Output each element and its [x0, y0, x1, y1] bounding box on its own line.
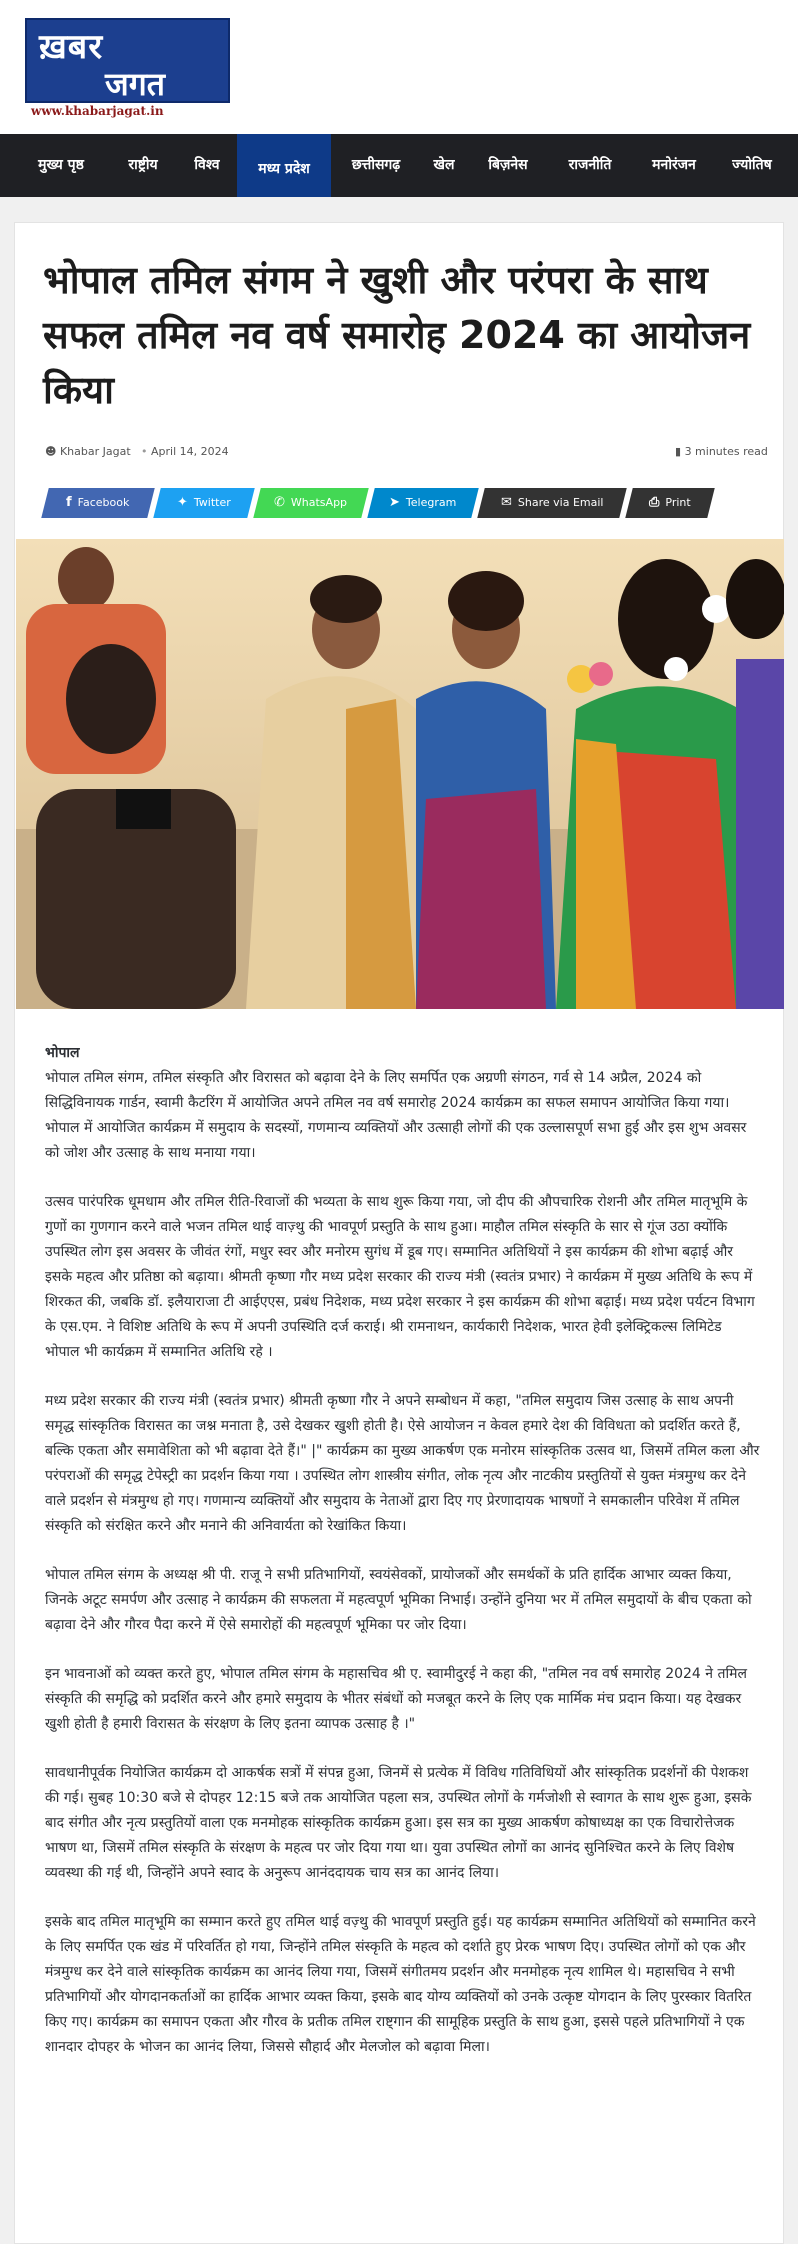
article — [14, 222, 784, 2244]
user-icon: ☻ — [45, 445, 57, 458]
logo-line2: जगत — [105, 65, 166, 103]
nav-item-entertainment[interactable]: मनोरंजन — [652, 157, 696, 173]
site-header — [0, 0, 798, 134]
share-print-label: Print — [665, 496, 691, 509]
date-meta — [141, 445, 229, 458]
share-email-label: Share via Email — [517, 496, 604, 509]
read-time-meta — [675, 445, 768, 458]
share-facebook-button[interactable] — [41, 488, 154, 518]
share-twitter-button[interactable] — [153, 488, 254, 518]
bookmark-icon: ▮ — [675, 445, 682, 458]
article-body — [45, 1041, 760, 2084]
nav-item-home[interactable]: मुख्य पृष्ठ — [38, 157, 84, 173]
publish-date: April 14, 2024 — [151, 445, 229, 458]
facebook-icon: f — [66, 495, 72, 510]
author-meta — [45, 445, 131, 458]
article-paragraph: भोपाल तमिल संगम, तमिल संस्कृति और विरासत को बढ़ावा देने के लिए समर्पित एक अग्रणी संगठन, गर्व से 14 अप्रैल, 2024 को सिद्धिविनायक गार्डन, स्वामी कैटरिंग में आयोजित अपने तमिल नव वर्ष समारोह 2024 कार्यक्रम का सफल समापन आयोजित किया गया। भोपाल में आयोजित कार्यक्रम में समुदाय के सदस्यों, गणमान्य व्यक्तियों और उत्साही लोगों की एक उल्लासपूर्ण सभा हुई और इस शुभ अवसर को जोश और उत्साह के साथ मनाया गया। — [45, 1070, 747, 1161]
share-telegram-label: Telegram — [406, 496, 457, 509]
print-icon: ⎙ — [649, 495, 660, 510]
dateline: भोपाल — [45, 1045, 80, 1061]
article-paragraph: मध्य प्रदेश सरकार की राज्य मंत्री (स्वतंत्र प्रभार) श्रीमती कृष्णा गौर ने अपने सम्बोधन में कहा, "तमिल समुदाय जिस उत्साह के साथ अपनी समृद्ध सांस्कृतिक विरासत का जश्न मनाता है, उसे देखकर खुशी होती है। ऐसे आयोजन न केवल हमारे देश की विविधता को प्रदर्शित करते हैं, बल्कि एकता और समावेशिता को भी बढ़ावा देते हैं।" |" कार्यक्रम का मुख्य आकर्षण एक मनोरम सांस्कृतिक उत्सव था, जिसमें तमिल कला और परंपराओं की समृद्ध टेपेस्ट्री का प्रदर्शन किया गया । उपस्थित लोग शास्त्रीय संगीत, लोक नृत्य और नाटकीय प्रस्तुतियों से युक्त मंत्रमुग्ध कर देने वाले प्रदर्शन से मंत्रमुग्ध हो गए। गणमान्य व्यक्तियों और समुदाय के नेताओं द्वारा दिए गए प्रेरणादायक भाषणों ने समकालीन परिवेश में तमिल संस्कृति को संरक्षित करने और मनाने की अनिवार्यता को रेखांकित किया। — [45, 1393, 760, 1534]
nav-item-sports[interactable]: खेल — [433, 157, 455, 173]
nav-item-madhya-pradesh[interactable]: मध्य प्रदेश — [237, 134, 331, 197]
twitter-icon: ✦ — [177, 495, 189, 510]
share-twitter-label: Twitter — [194, 496, 231, 509]
nav-item-business[interactable]: बिज़नेस — [488, 157, 528, 173]
share-whatsapp-button[interactable] — [253, 488, 368, 518]
whatsapp-icon: ✆ — [274, 495, 286, 510]
share-whatsapp-label: WhatsApp — [291, 496, 348, 509]
nav-item-world[interactable]: विश्व — [194, 157, 220, 173]
main-nav — [0, 134, 798, 197]
article-title: भोपाल तमिल संगम ने खुशी और परंपरा के साथ सफल तमिल नव वर्ष समारोह 2024 का आयोजन किया — [43, 258, 751, 412]
nav-item-chhattisgarh[interactable]: छत्तीसगढ़ — [351, 157, 401, 173]
share-telegram-button[interactable] — [367, 488, 478, 518]
author-name[interactable]: Khabar Jagat — [59, 445, 131, 458]
logo-url: www.khabarjagat.in — [31, 104, 164, 118]
site-logo[interactable] — [25, 18, 230, 118]
article-paragraph: इसके बाद तमिल मातृभूमि का सम्मान करते हुए तमिल थाई वज़्थु की भावपूर्ण प्रस्तुति हुई। यह कार्यक्रम सम्मानित अतिथियों को सम्मानित करने के लिए समर्पित एक खंड में परिवर्तित हो गया, जिन्होंने तमिल संस्कृति के महत्व को दर्शाते हुए प्रेरक भाषण दिए। उपस्थित लोगों को एक और मंत्रमुग्ध कर देने वाले सांस्कृतिक कार्यक्रम का आनंद लिया गया, जिसमें संगीतमय प्रदर्शन और मनमोहक नृत्य शामिल थे। महासचिव ने सभी प्रतिभागियों और योगदानकर्ताओं का हार्दिक आभार व्यक्त किया, इसके बाद योग्य व्यक्तियों को उनके उत्कृष्ट योगदान के लिए पुरस्कार वितरित किए गए। कार्यक्रम का समापन एकता और गौरव के प्रतीक तमिल राष्ट्गान की सामूहिक प्रस्तुति के साथ हुआ, इससे पहले प्रतिभागियों ने एक शानदार दोपहर के भोजन का आनंद लिया, जिससे सौहार्द और मेलजोल को बढ़ावा मिला। — [45, 1914, 756, 2055]
telegram-icon: ➤ — [389, 495, 401, 510]
email-icon: ✉ — [500, 495, 512, 510]
article-paragraph: भोपाल तमिल संगम के अध्यक्ष श्री पी. राजू ने सभी प्रतिभागियों, स्वयंसेवकों, प्रायोजकों और समर्थकों के प्रति हार्दिक आभार व्यक्त किया, जिनके अटूट समर्पण और उत्साह ने कार्यक्रम की सफलता में महत्वपूर्ण भूमिका निभाई। उन्होंने दुनिया भर में तमिल समुदायों के बीच एकता को बढ़ावा देने और गौरव पैदा करने में ऐसे समारोहों की महत्वपूर्ण भूमिका पर जोर दिया। — [45, 1567, 752, 1633]
nav-item-national[interactable]: राष्ट्रीय — [128, 157, 158, 173]
read-time: 3 minutes read — [684, 445, 768, 458]
article-paragraph: इन भावनाओं को व्यक्त करते हुए, भोपाल तमिल संगम के महासचिव श्री ए. स्वामीदुरई ने कहा की, "तमिल नव वर्ष समारोह 2024 ने तमिल संस्कृति की समृद्धि को प्रदर्शित करने और हमारे समुदाय के भीतर संबंधों को मजबूत करने के लिए एक मार्मिक मंच प्रदान किया। यह देखकर खुशी होती है हमारी विरासत के संरक्षण के लिए इतना व्यापक उत्साह है ।" — [45, 1666, 747, 1732]
nav-item-politics[interactable]: राजनीति — [568, 157, 612, 173]
share-facebook-label: Facebook — [77, 496, 130, 509]
logo-line1: ख़बर — [39, 27, 104, 67]
logo-box — [25, 18, 230, 103]
event-photo-illustration — [16, 539, 784, 1009]
share-email-button[interactable] — [477, 488, 626, 518]
nav-item-astrology[interactable]: ज्योतिष — [732, 157, 772, 173]
clock-icon: • — [141, 445, 148, 458]
article-featured-image — [16, 539, 784, 1009]
share-print-button[interactable] — [625, 488, 714, 518]
article-paragraph: उत्सव पारंपरिक धूमधाम और तमिल रीति-रिवाजों की भव्यता के साथ शुरू किया गया, जो दीप की औपचारिक रोशनी और तमिल मातृभूमि के गुणों का गुणगान करने वाले भजन तमिल थाई वाज़्थु की भावपूर्ण प्रस्तुति के साथ हुआ। माहौल तमिल संस्कृति के सार से गूंज उठा क्योंकि उपस्थित लोग इस अवसर के जीवंत रंगों, मधुर स्वर और मनोरम सुगंध में डूब गए। सम्मानित अतिथियों ने इस कार्यक्रम की शोभा बढ़ाई और इसके महत्व और प्रतिष्ठा को बढ़ाया। श्रीमती कृष्णा गौर मध्य प्रदेश सरकार की राज्य मंत्री (स्वतंत्र प्रभार) ने कार्यक्रम में मुख्य अतिथि के रूप में शिरकत की, जबकि डॉ. इलैयाराजा टी आईएएस, प्रबंध निदेशक, मध्य प्रदेश सरकार ने इस कार्यक्रम की शोभा बढ़ाई। मध्य प्रदेश पर्यटन विभाग के एस.एम. ने विशिष्ट अतिथि के रूप में अपनी उपस्थिति दर्ज कराई। श्री रामनाथन, कार्यकारी निदेशक, भारत हेवी इलेक्ट्रिकल्स लिमिटेड भोपाल भी कार्यक्रम में सम्मानित अतिथि रहे । — [45, 1194, 755, 1360]
article-paragraph: सावधानीपूर्वक नियोजित कार्यक्रम दो आकर्षक सत्रों में संपन्न हुआ, जिनमें से प्रत्येक में विविध गतिविधियों और सांस्कृतिक प्रदर्शनों की पेशकश की गई। सुबह 10:30 बजे से दोपहर 12:15 बजे तक आयोजित पहला सत्र, उपस्थित लोगों के गर्मजोशी से स्वागत के साथ शुरू हुआ, इसके बाद संगीत और नृत्य प्रस्तुतियों वाला एक मनमोहक सांस्कृतिक कार्यक्रम हुआ। इस सत्र का मुख्य आकर्षण कोषाध्यक्ष का एक विचारोत्तेजक भाषण था, जिसमें तमिल संस्कृति के संरक्षण के महत्व पर जोर दिया गया था। युवा उपस्थित लोगों का आनंद सुनिश्चित करने के लिए विशेष व्यवस्था की गई थी, जिन्होंने अपने स्वाद के अनुरूप आनंददायक चाय सत्र का आनंद लिया। — [45, 1765, 752, 1881]
